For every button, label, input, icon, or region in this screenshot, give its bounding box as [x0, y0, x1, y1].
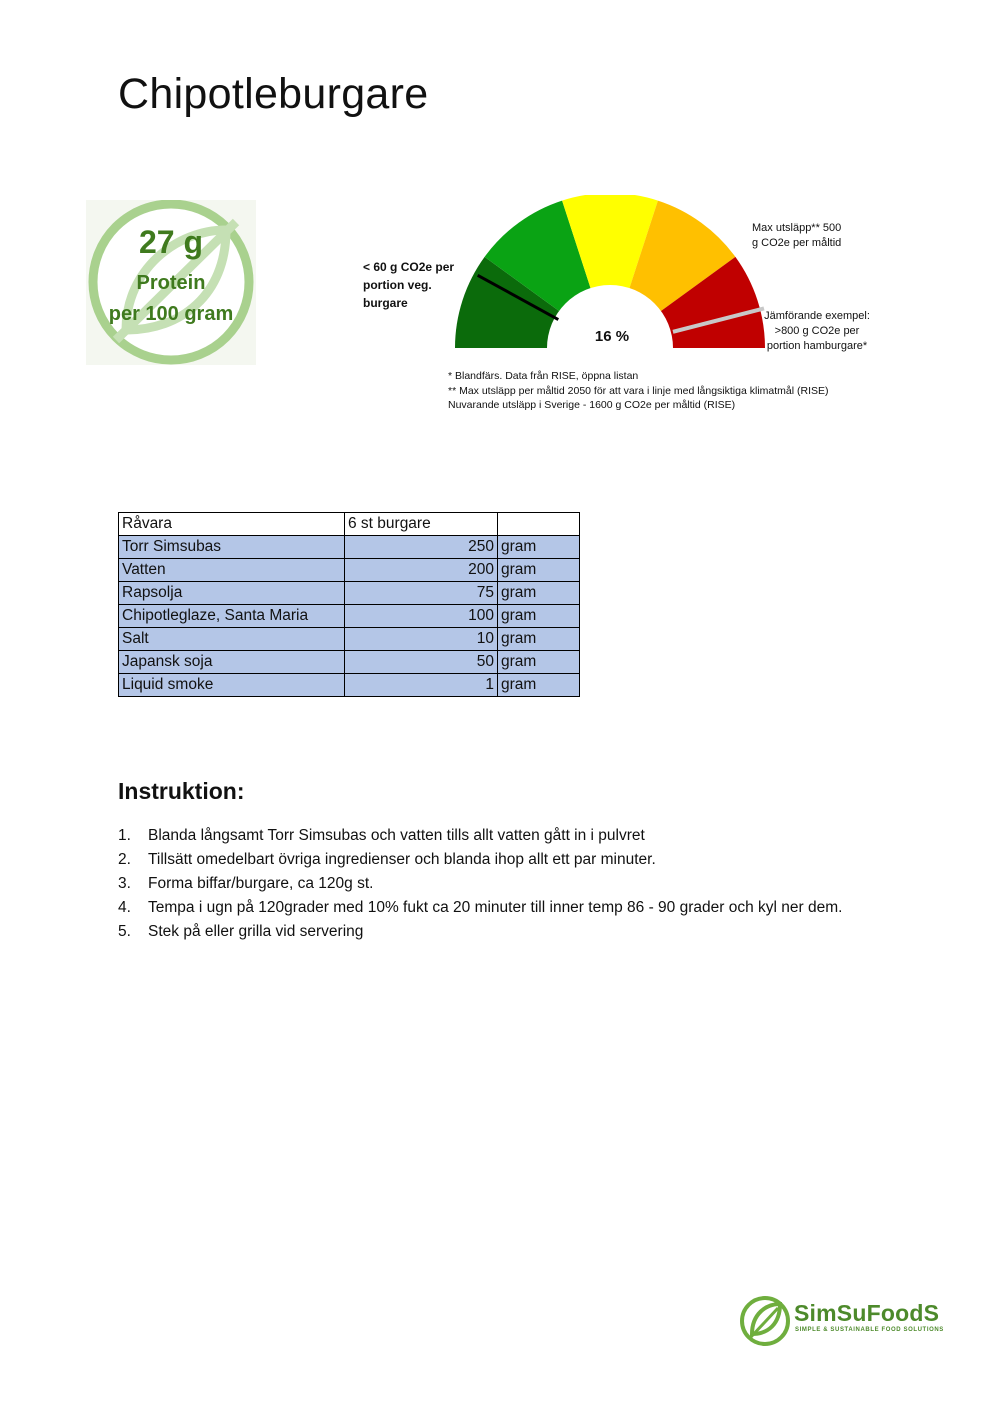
step-text: Tempa i ugn på 120grader med 10% fukt ca 20 minuter till inner temp 86 - 90 grader och kyl ner dem. [148, 899, 843, 916]
ingredients-table [118, 512, 580, 697]
ingredient-unit: gram [498, 536, 580, 559]
ingredient-amount: 75 [345, 582, 498, 605]
ingredient-amount: 100 [345, 605, 498, 628]
header-amount: 6 st burgare [345, 513, 498, 536]
protein-label: Protein [136, 272, 206, 294]
header-unit [498, 513, 580, 536]
protein-sub: per 100 gram [108, 303, 234, 325]
table-row [119, 536, 580, 559]
ingredient-name: Torr Simsubas [119, 536, 345, 559]
step-text: Forma biffar/burgare, ca 120g st. [148, 875, 374, 892]
ingredient-unit: gram [498, 651, 580, 674]
step-text: Tillsätt omedelbart övriga ingredienser och blanda ihop allt ett par minuter. [148, 851, 656, 868]
ingredient-name: Japansk soja [119, 651, 345, 674]
gauge-compare-label: Jämförande exempel: >800 g CO2e per portion hamburgare* [764, 310, 870, 352]
ingredient-unit: gram [498, 559, 580, 582]
gauge-percentage: 16 % [594, 328, 630, 345]
ingredient-unit: gram [498, 674, 580, 697]
step-number: 3. [118, 875, 131, 892]
ingredient-amount: 10 [345, 628, 498, 651]
ingredient-name: Liquid smoke [119, 674, 345, 697]
note-3: Nuvarande utsläpp i Sverige - 1600 g CO2e per måltid (RISE) [448, 399, 736, 411]
page-title: Chipotleburgare [118, 70, 429, 118]
gauge-notes [448, 369, 829, 413]
protein-badge [86, 200, 256, 365]
ingredient-unit: gram [498, 628, 580, 651]
simsufoods-logo [738, 1292, 948, 1350]
table-row [119, 559, 580, 582]
ingredient-name: Salt [119, 628, 345, 651]
ingredient-amount: 50 [345, 651, 498, 674]
table-row [119, 582, 580, 605]
logo-tagline: SIMPLE & SUSTAINABLE FOOD SOLUTIONS [795, 1327, 944, 1333]
ingredient-unit: gram [498, 605, 580, 628]
list-item [118, 824, 878, 848]
protein-amount: 27 g [138, 224, 204, 260]
header-name: Råvara [119, 513, 345, 536]
ingredient-name: Vatten [119, 559, 345, 582]
step-text: Stek på eller grilla vid servering [148, 923, 364, 940]
list-item [118, 896, 878, 920]
gauge-left-label: < 60 g CO2e per portion veg. burgare [363, 260, 455, 310]
ingredient-amount: 250 [345, 536, 498, 559]
step-number: 5. [118, 923, 131, 940]
instructions-list [118, 824, 878, 944]
list-item [118, 848, 878, 872]
list-item [118, 872, 878, 896]
note-1: * Blandfärs. Data från RISE, öppna listan [448, 370, 639, 382]
gauge-max-label: Max utsläpp** 500 g CO2e per måltid [752, 222, 842, 249]
step-text: Blanda långsamt Torr Simsubas och vatten tills allt vatten gått in i pulvret [148, 827, 645, 844]
ingredient-amount: 1 [345, 674, 498, 697]
instructions-heading: Instruktion: [118, 778, 245, 804]
ingredient-name: Chipotleglaze, Santa Maria [119, 605, 345, 628]
ingredient-amount: 200 [345, 559, 498, 582]
table-row [119, 674, 580, 697]
note-2: ** Max utsläpp per måltid 2050 för att vara i linje med långsiktiga klimatmål (RISE) [448, 384, 829, 397]
table-row [119, 628, 580, 651]
step-number: 2. [118, 851, 131, 868]
table-header-row [119, 513, 580, 536]
step-number: 4. [118, 899, 131, 916]
step-number: 1. [118, 827, 131, 844]
logo-name: SimSuFoodS [794, 1300, 940, 1326]
ingredient-unit: gram [498, 582, 580, 605]
list-item [118, 920, 878, 944]
leaf-logo-icon [738, 1292, 792, 1350]
ingredient-name: Rapsolja [119, 582, 345, 605]
table-row [119, 651, 580, 674]
table-row [119, 605, 580, 628]
